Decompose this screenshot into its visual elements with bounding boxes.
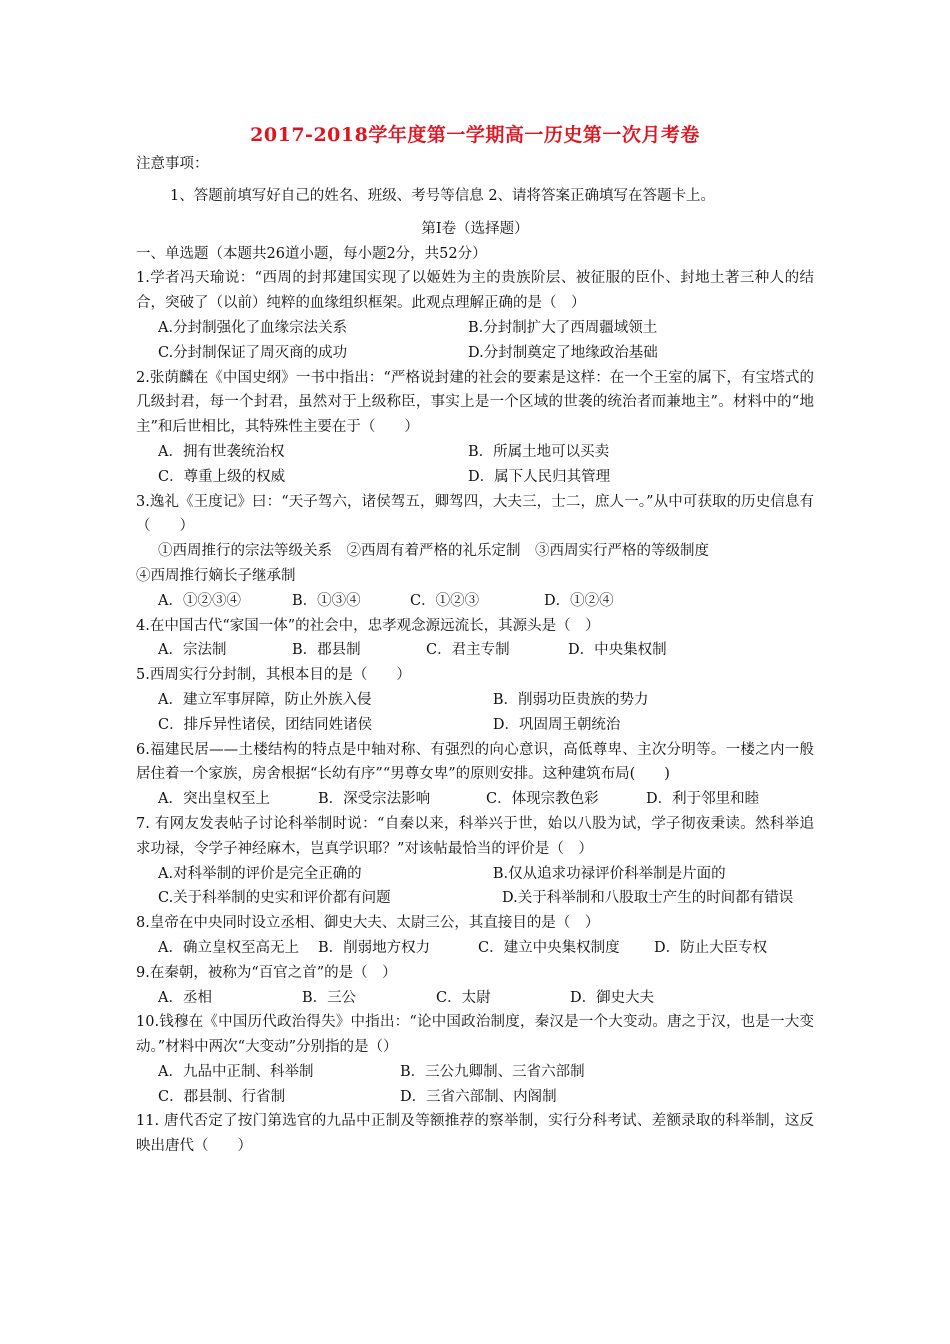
option-d[interactable]: D．防止大臣专权 <box>654 939 768 956</box>
question-9-options <box>136 986 814 1011</box>
option-a[interactable]: A.对科举制的评价是完全正确的 <box>158 865 362 882</box>
option-b[interactable]: B．削弱功臣贵族的势力 <box>492 691 649 708</box>
option-c[interactable]: C．太尉 <box>436 989 491 1006</box>
option-b[interactable]: B．所属土地可以买卖 <box>468 443 610 460</box>
question-7-options-row-1 <box>136 862 814 887</box>
question-10-stem: 10.钱穆在《中国历代政治得失》中指出：“论中国政治制度，秦汉是一个大变动。唐之于汉，也是一大变动。”材料中两次“大变动”分别指的是（） <box>136 1014 814 1056</box>
option-b[interactable]: B．削弱地方权力 <box>318 939 431 956</box>
notice-label: 注意事项： <box>136 156 209 172</box>
question-7-options-row-2 <box>136 886 814 911</box>
question-9-stem: 9.在秦朝，被称为“百官之首”的是（ ） <box>136 964 397 981</box>
option-a[interactable]: A．建立军事屏障，防止外族入侵 <box>158 691 372 708</box>
question-5-stem: 5.西周实行分封制，其根本目的是（ ） <box>136 667 411 684</box>
question-4-stem: 4.在中国古代“家国一体”的社会中，忠孝观念源远流长，其源头是（ ） <box>136 617 600 634</box>
option-d[interactable]: D.关于科举制和八股取士产生的时间都有错误 <box>502 890 794 907</box>
option-a[interactable]: A．确立皇权至高无上 <box>158 939 299 956</box>
option-c[interactable]: C．建立中央集权制度 <box>478 939 620 956</box>
option-c[interactable]: C.关于科举制的史实和评价都有问题 <box>158 890 391 907</box>
exam-title: 2017-2018学年度第一学期高一历史第一次月考卷 <box>250 124 700 146</box>
notice-body: 1、答题前填写好自己的姓名、班级、考号等信息 2、请将答案正确填写在答题卡上。 <box>170 188 716 204</box>
option-a[interactable]: A.分封制强化了血缘宗法关系 <box>158 319 348 336</box>
question-1-options-row-2 <box>136 341 814 366</box>
option-b[interactable]: B．三公九卿制、三省六部制 <box>400 1063 585 1080</box>
question-2-stem: 2.张荫麟在《中国史纲》一书中指出：“严格说封建的社会的要素是这样：在一个王室的属下，有宝塔式的几级封君，每一个封君，虽然对于上级称臣，事实上是一个区域的世袭的统治者而兼地主”。材料中的“地主”和后世相比，其特殊性主要在于（ ） <box>136 369 814 436</box>
question-8-options <box>136 936 814 961</box>
option-a[interactable]: A．丞相 <box>158 989 212 1006</box>
option-b[interactable]: B.分封制扩大了西周疆域领土 <box>468 319 658 336</box>
option-c[interactable]: C．尊重上级的权威 <box>158 468 286 485</box>
question-10-options-row-1 <box>136 1060 814 1085</box>
option-d[interactable]: D．三省六部制、内阁制 <box>400 1088 557 1105</box>
option-c[interactable]: C．君主专制 <box>426 642 510 659</box>
question-8-stem: 8.皇帝在中央同时设立丞相、御史大夫、太尉三公，其直接目的是（ ） <box>136 915 600 932</box>
option-d[interactable]: D．巩固周王朝统治 <box>492 716 621 733</box>
question-3-stem: 3.逸礼《王度记》曰：“天子驾六，诸侯驾五，卿驾四，大夫三，士二，庶人一。”从中可获取的历史信息有（ ） <box>136 493 814 535</box>
option-a[interactable]: A．拥有世袭统治权 <box>158 443 285 460</box>
option-a[interactable]: A．宗法制 <box>158 642 227 659</box>
option-b[interactable]: B．深受宗法影响 <box>318 791 431 808</box>
option-d[interactable]: D．中央集权制 <box>568 642 667 659</box>
option-c[interactable]: C．郡县制、行省制 <box>158 1088 286 1105</box>
option-c[interactable]: C．体现宗教色彩 <box>486 791 599 808</box>
option-b[interactable]: B．郡县制 <box>292 642 361 659</box>
question-5-options-row-1 <box>136 688 814 713</box>
question-6-stem: 6.福建民居——土楼结构的特点是中轴对称、有强烈的向心意识，高低尊卑、主次分明等。一楼之内一般居住着一个家族，房舍根据“长幼有序”“男尊女卑”的原则安排。这种建筑布局( ) <box>136 741 814 783</box>
exam-page <box>136 120 814 1159</box>
question-10-options-row-2 <box>136 1085 814 1110</box>
question-6-options <box>136 787 814 812</box>
option-c[interactable]: C．排斥异性诸侯，团结同姓诸侯 <box>158 716 373 733</box>
question-7-stem: 7. 有网友发表帖子讨论科举制时说：“自秦以来，科举兴于世，始以八股为试，学子彻夜秉读。然科举追求功禄，令学子神经麻木，岂真学识耶？”对该帖最恰当的评价是（ ） <box>136 815 814 857</box>
question-2-options-row-1 <box>136 440 814 465</box>
option-a[interactable]: A．突出皇权至上 <box>158 791 270 808</box>
question-3-items-continued: ④西周推行嫡长子继承制 <box>136 567 296 584</box>
question-1-stem: 1.学者冯天瑜说：“西周的封邦建国实现了以姬姓为主的贵族阶层、被征服的臣仆、封地土著三种人的结合，突破了（以前）纯粹的血缘组织框架。此观点理解正确的是（ ） <box>136 270 814 312</box>
option-d[interactable]: D．利于邻里和睦 <box>646 791 760 808</box>
part-heading: 一、单选题（本题共26道小题，每小题2分，共52分） <box>136 245 487 262</box>
option-b[interactable]: B.仅从追求功禄评价科举制是片面的 <box>492 865 726 882</box>
option-a[interactable]: A．①②③④ <box>158 592 241 609</box>
option-c[interactable]: C.分封制保证了周灭商的成功 <box>158 344 348 361</box>
option-d[interactable]: D．①②④ <box>544 592 614 609</box>
option-c[interactable]: C．①②③ <box>410 592 480 609</box>
question-4-options <box>136 638 814 663</box>
question-5-options-row-2 <box>136 713 814 738</box>
section-heading: 第I卷（选择题） <box>421 220 529 237</box>
question-1-options-row-1 <box>136 316 814 341</box>
option-b[interactable]: B．三公 <box>302 989 357 1006</box>
option-a[interactable]: A．九品中正制、科举制 <box>158 1063 314 1080</box>
question-11-stem: 11. 唐代否定了按门第选官的九品中正制及等额推荐的察举制，实行分科考试、差额录取的科举制，这反映出唐代（ ） <box>136 1113 814 1155</box>
option-d[interactable]: D.分封制奠定了地缘政治基础 <box>468 344 658 361</box>
option-d[interactable]: D．御史大夫 <box>570 989 655 1006</box>
question-3-items: ①西周推行的宗法等级关系 ②西周有着严格的礼乐定制 ③西周实行严格的等级制度 <box>158 543 709 560</box>
option-b[interactable]: B．①③④ <box>292 592 361 609</box>
question-2-options-row-2 <box>136 465 814 490</box>
question-3-options <box>136 589 814 614</box>
option-d[interactable]: D．属下人民归其管理 <box>468 468 611 485</box>
